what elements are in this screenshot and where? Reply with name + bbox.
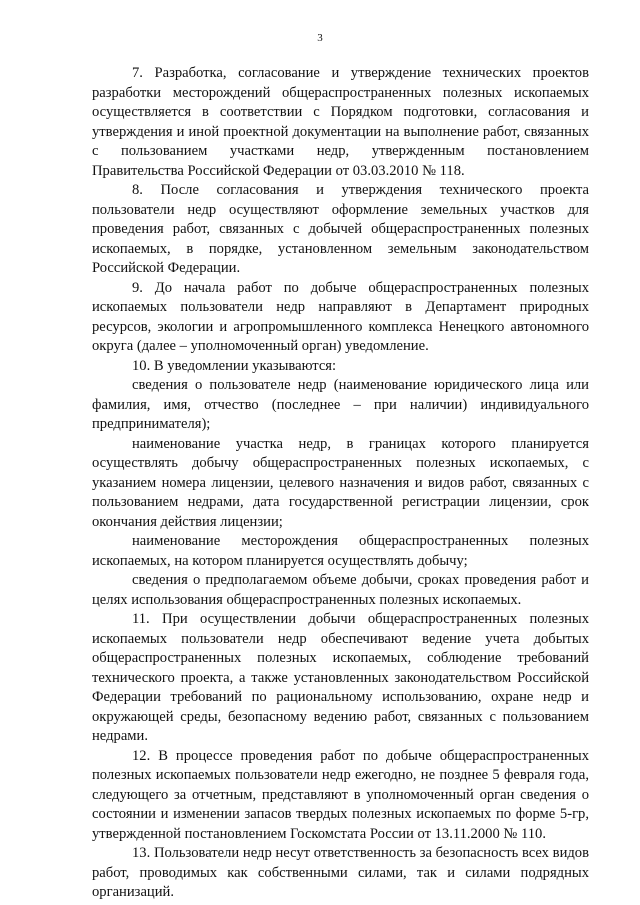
document-body	[92, 64, 589, 903]
page-number: 3	[317, 32, 323, 44]
paragraph-10: 10. В уведомлении указываются:	[132, 357, 337, 374]
notice-item-extraction-volume: сведения о предполагаемом объеме добычи, сроках проведения работ и целях использования общераспространенных полезных ископаемых.	[92, 572, 589, 608]
paragraph-7: 7. Разработка, согласование и утверждение технических проектов разработки месторождений общераспространенных полезных ископаемых осуществляется в соответствии с Порядком подготовки, согласования и утверждения и иной проектной документации на выполнение работ, связанных с пользованием участками недр, утвержденным постановлением Правительства Российской Федерации от 03.03.2010 № 118.	[92, 65, 589, 179]
paragraph-11: 11. При осуществлении добычи общераспространенных полезных ископаемых пользователи недр обеспечивают ведение учета добытых общераспространенных полезных ископаемых, соблюдение требований технического проекта, а также установленных законодательством Российской Федерации требований по рациональному использованию, охране недр и окружающей среды, безопасному ведению работ, связанных с пользованием недрами.	[92, 611, 589, 744]
paragraph-9: 9. До начала работ по добыче общераспространенных полезных ископаемых пользователи недр направляют в Департамент природных ресурсов, экологии и агропромышленного комплекса Ненецкого автономного округа (далее – уполномоченный орган) уведомление.	[92, 279, 589, 354]
paragraph-12: 12. В процессе проведения работ по добыче общераспространенных полезных ископаемых пользователи недр ежегодно, не позднее 5 февраля года, следующего за отчетным, представляют в уполномоченный орган сведения о состоянии и изменении запасов твердых полезных ископаемых по форме 5-гр, утвержденной постановлением Госкомстата России от 13.11.2000 № 110.	[92, 747, 589, 842]
notice-item-subsoil-plot: наименование участка недр, в границах которого планируется осуществлять добычу общераспространенных полезных ископаемых, с указанием номера лицензии, целевого назначения и видов работ, связанных с пользованием недрами, дата государственной регистрации лицензии, срок окончания действия лицензии;	[92, 435, 589, 530]
notice-item-user-info: сведения о пользователе недр (наименование юридического лица или фамилия, имя, отчество (последнее – при наличии) индивидуального предпринимателя);	[92, 377, 589, 432]
paragraph-8: 8. После согласования и утверждения технического проекта пользователи недр осуществляют оформление земельных участков для проведения работ, связанных с добычей общераспространенных полезных ископаемых, в порядке, установленном земельным законодательством Российской Федерации.	[92, 182, 589, 276]
paragraph-13: 13. Пользователи недр несут ответственность за безопасность всех видов работ, проводимых как собственными силами, так и силами подрядных организаций.	[92, 845, 589, 900]
notice-item-deposit-name: наименование месторождения общераспространенных полезных ископаемых, на котором планируется осуществлять добычу;	[92, 533, 589, 569]
